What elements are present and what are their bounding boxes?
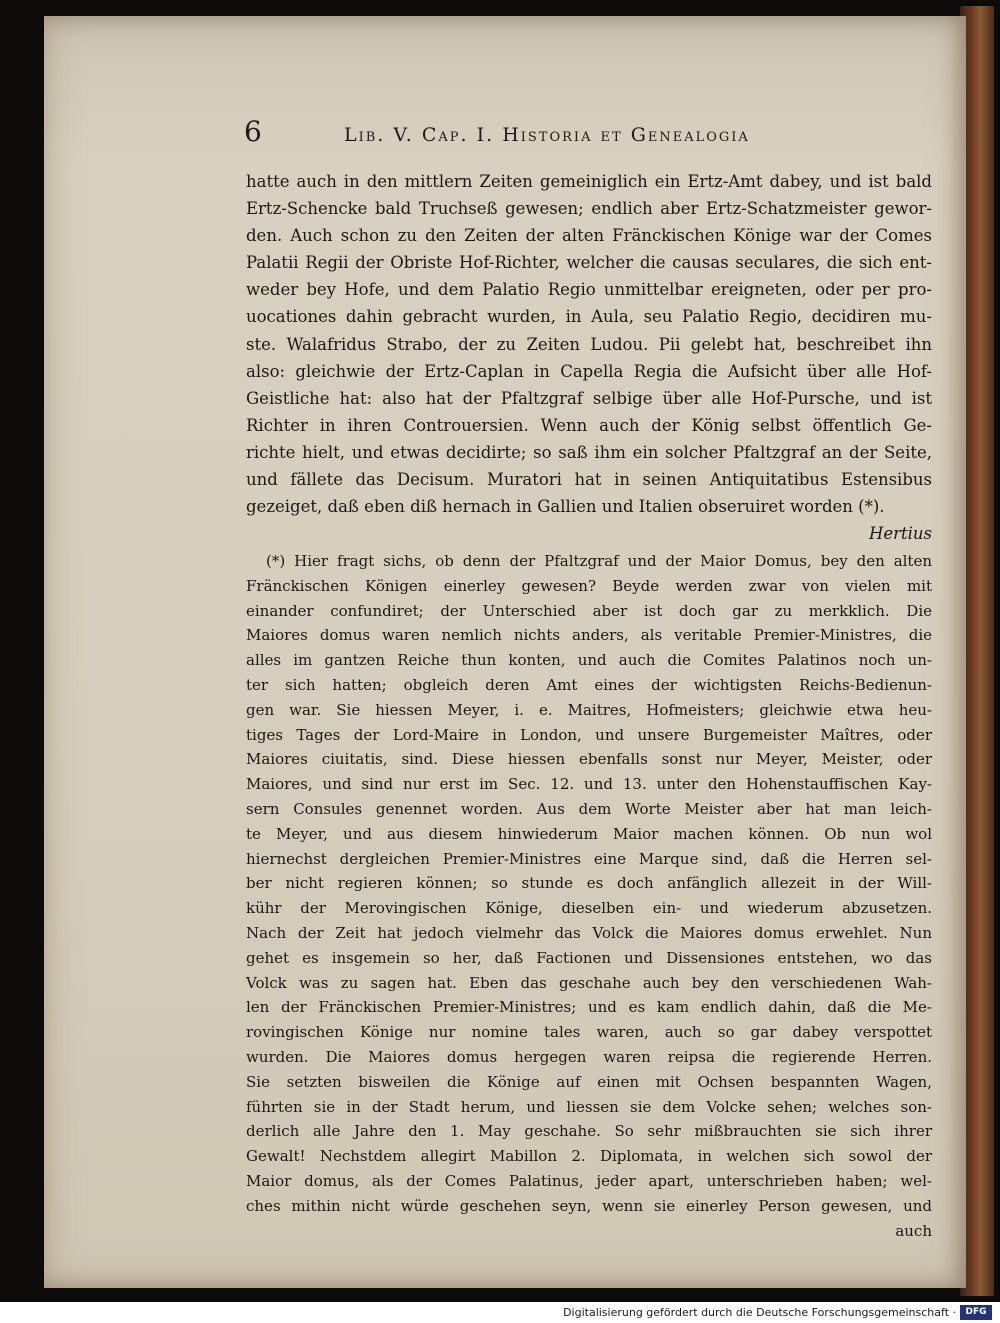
main-text-line: Ertz-Schencke bald Truchseß gewesen; endlich aber Ertz-Schatzmeister gewor- bbox=[246, 199, 932, 219]
footnote-line: alles im gantzen Reiche thun konten, und auch die Comites Palatinos noch un- bbox=[246, 651, 932, 670]
footnote-line: ber nicht regieren können; so stunde es doch anfänglich allezeit in der Will- bbox=[246, 874, 932, 893]
footnote-line: Fränckischen Königen einerley gewesen? Beyde werden zwar von vielen mit bbox=[246, 576, 932, 595]
catchword-note: auch bbox=[895, 1221, 932, 1240]
main-text-line: richte hielt, und etwas decidirte; so saß ihm ein solcher Pfaltzgraf an der Seite, bbox=[246, 442, 932, 462]
footnote-line: sern Consules genennet worden. Aus dem Worte Meister aber hat man leich- bbox=[246, 799, 932, 818]
footnote-line: Maiores domus waren nemlich nichts anders, als veritable Premier-Ministres, die bbox=[246, 626, 932, 645]
main-text-line: den. Auch schon zu den Zeiten der alten Fränckischen Könige war der Comes bbox=[246, 226, 932, 246]
footer-bar bbox=[0, 1302, 1000, 1323]
footnote-line: Maiores, und sind nur erst im Sec. 12. und 13. unter den Hohenstauffischen Kay- bbox=[246, 775, 932, 794]
main-text-line: gezeiget, daß eben diß hernach in Gallien und Italien obseruiret worden (*). bbox=[246, 497, 885, 517]
footnote-line: wurden. Die Maiores domus hergegen waren reipsa die regierende Herren. bbox=[246, 1047, 932, 1066]
footnote-line: tiges Tages der Lord-Maire in London, und unsere Burgemeister Maîtres, oder bbox=[246, 725, 932, 744]
running-head: Lib. V. Cap. I. Historia et Genealogia bbox=[344, 124, 750, 146]
footnote-line: ter sich hatten; obgleich deren Amt eines der wichtigsten Reichs-Bedienun- bbox=[246, 675, 932, 694]
footnote-line: gen war. Sie hiessen Meyer, i. e. Maitres, Hofmeisters; gleichwie etwa heu- bbox=[246, 700, 932, 719]
main-text-block bbox=[246, 168, 932, 547]
dfg-logo[interactable]: DFG bbox=[960, 1305, 992, 1320]
footnote-line: te Meyer, und aus diesem hinwiederum Maior machen können. Ob nun wol bbox=[246, 824, 932, 843]
footnote-line: derlich alle Jahre den 1. May geschahe. So sehr mißbrauchten sie sich ihrer bbox=[246, 1122, 932, 1141]
footnote-line: rovingischen Könige nur nomine tales waren, auch so gar dabey verspottet bbox=[246, 1023, 932, 1042]
main-text-line: ste. Walafridus Strabo, der zu Zeiten Ludou. Pii gelebt hat, beschreibet ihn bbox=[246, 334, 932, 354]
main-text-line: weder bey Hofe, und dem Palatio Regio unmittelbar ereigneten, oder per pro- bbox=[246, 280, 932, 300]
footnote-line: Maiores ciuitatis, sind. Diese hiessen ebenfalls sonst nur Meyer, Meister, oder bbox=[246, 750, 932, 769]
main-text-line: also: gleichwie der Ertz-Caplan in Capella Regia die Aufsicht über alle Hof- bbox=[246, 361, 932, 381]
footnote-line: Volck was zu sagen hat. Eben das geschahe auch bey den verschiedenen Wah- bbox=[246, 973, 932, 992]
footnote-line: hiernechst dergleichen Premier-Ministres eine Marque sind, daß die Herren sel- bbox=[246, 849, 932, 868]
main-text-line: und fällete das Decisum. Muratori hat in seinen Antiquitatibus Estensibus bbox=[246, 470, 932, 490]
footnote-line: Maior domus, als der Comes Palatinus, jeder apart, unterschrieben haben; wel- bbox=[246, 1171, 932, 1190]
footnote-line: ches mithin nicht würde geschehen seyn, wenn sie einerley Person gewesen, und bbox=[246, 1196, 932, 1215]
footnote-line: (*) Hier fragt sichs, ob denn der Pfaltzgraf und der Maior Domus, bey den alten bbox=[266, 552, 932, 570]
footnote-line: len der Fränckischen Premier-Ministres; und es kam endlich dahin, daß die Me- bbox=[246, 998, 932, 1017]
main-text-line: uocationes dahin gebracht wurden, in Aula, seu Palatio Regio, decidiren mu- bbox=[246, 307, 932, 327]
footnote-line: Gewalt! Nechstdem allegirt Mabillon 2. Diplomata, in welchen sich sowol der bbox=[246, 1147, 932, 1166]
footnote-line: führten sie in der Stadt herum, und liessen sie dem Volcke sehen; welches son- bbox=[246, 1097, 932, 1116]
footnote-line: kühr der Merovingischen Könige, dieselben ein- und wiederum abzusetzen. bbox=[246, 899, 932, 918]
main-text-line: Richter in ihren Controuersien. Wenn auch der König selbst öffentlich Ge- bbox=[246, 415, 932, 435]
funding-notice[interactable]: Digitalisierung gefördert durch die Deutsche Forschungsgemeinschaft · bbox=[563, 1306, 956, 1319]
footnote-block bbox=[246, 549, 932, 1243]
page-number: 6 bbox=[244, 115, 262, 148]
footnote-line: einander confundiret; der Unterschied aber ist doch gar zu merkklich. Die bbox=[246, 601, 932, 620]
footnote-line: Sie setzten bisweilen die Könige auf einen mit Ochsen bespannten Wagen, bbox=[246, 1072, 932, 1091]
main-text-line: hatte auch in den mittlern Zeiten gemeiniglich ein Ertz-Amt dabey, und ist bald bbox=[246, 172, 932, 191]
catchword-main: Hertius bbox=[868, 524, 932, 544]
main-text-line: Geistliche hat: also hat der Pfaltzgraf selbige über alle Hof-Pursche, und ist bbox=[246, 388, 932, 408]
footnote-line: Nach der Zeit hat jedoch vielmehr das Volck die Maiores domus erwehlet. Nun bbox=[246, 923, 932, 942]
main-text-line: Palatii Regii der Obriste Hof-Richter, welcher die causas seculares, die sich ent- bbox=[246, 253, 932, 273]
footnote-line: gehet es insgemein so her, daß Factionen und Dissensiones entstehen, wo das bbox=[246, 948, 932, 967]
